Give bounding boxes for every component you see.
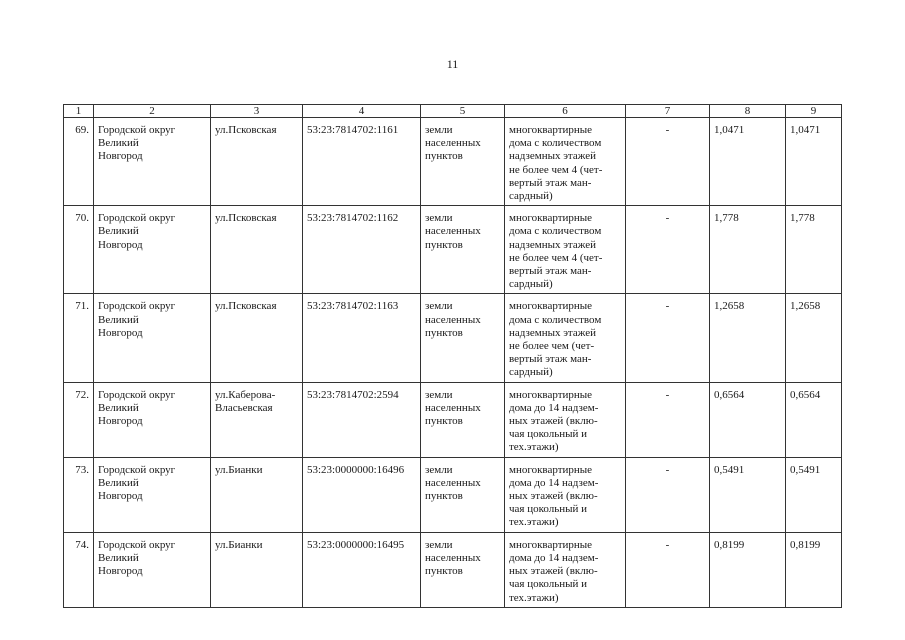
territory-cell-line: Новгород <box>98 238 143 251</box>
permitted-use-cell-line: многоквартирные <box>509 212 593 225</box>
land-category-cell-line: земли <box>425 212 453 225</box>
header-cell-7: 7 <box>626 105 710 118</box>
permitted-use-cell-line: сардный) <box>509 190 553 203</box>
header-row <box>64 105 842 118</box>
land-category-cell <box>421 206 505 294</box>
territory-cell <box>94 294 211 382</box>
column-7-cell: - <box>626 118 710 206</box>
territory-cell-line: Великий <box>98 313 139 326</box>
cadastral-number-cell: 53:23:0000000:16496 <box>303 457 421 532</box>
table-row <box>64 532 842 607</box>
table-body <box>64 118 842 608</box>
row-number-cell: 73. <box>64 457 94 532</box>
header-cell-5: 5 <box>421 105 505 118</box>
permitted-use-cell-line: многоквартирные <box>509 300 593 313</box>
table-row <box>64 206 842 294</box>
cadastral-number-cell: 53:23:0000000:16495 <box>303 532 421 607</box>
area-cell: 0,8199 <box>710 532 786 607</box>
permitted-use-cell-line: надземных этажей <box>509 238 596 251</box>
area-total-cell: 0,8199 <box>786 532 842 607</box>
permitted-use-cell-line: тех.этажи) <box>509 591 559 604</box>
street-cell <box>211 118 303 206</box>
permitted-use-cell-line: многоквартирные <box>509 463 593 476</box>
land-category-cell-line: пунктов <box>425 415 463 428</box>
header-cell-3: 3 <box>211 105 303 118</box>
permitted-use-cell <box>505 118 626 206</box>
permitted-use-cell-line: ных этажей (вклю- <box>509 565 598 578</box>
permitted-use-cell-line: тех.этажи) <box>509 516 559 529</box>
permitted-use-cell-line: вертый этаж ман- <box>509 176 592 189</box>
territory-cell-line: Новгород <box>98 415 143 428</box>
cadastral-number-cell: 53:23:7814702:2594 <box>303 382 421 457</box>
street-cell <box>211 206 303 294</box>
permitted-use-cell-line: многоквартирные <box>509 388 593 401</box>
permitted-use-cell <box>505 206 626 294</box>
territory-cell-line: Городской округ <box>98 212 176 225</box>
territory-cell <box>94 382 211 457</box>
permitted-use-cell-line: сардный) <box>509 366 553 379</box>
land-category-cell <box>421 382 505 457</box>
land-category-cell-line: населенных <box>425 225 481 238</box>
territory-cell-line: Новгород <box>98 326 143 339</box>
street-cell <box>211 382 303 457</box>
permitted-use-cell <box>505 457 626 532</box>
permitted-use-cell-line: чая цокольный и <box>509 503 588 516</box>
land-category-cell <box>421 457 505 532</box>
land-category-cell-line: населенных <box>425 137 481 150</box>
row-number-cell: 74. <box>64 532 94 607</box>
area-total-cell: 1,2658 <box>786 294 842 382</box>
street-cell-line: ул.Бианки <box>215 538 263 551</box>
street-cell <box>211 457 303 532</box>
territory-cell-line: Городской округ <box>98 388 176 401</box>
permitted-use-cell-line: вертый этаж ман- <box>509 353 592 366</box>
row-number-cell: 71. <box>64 294 94 382</box>
territory-cell-line: Великий <box>98 401 139 414</box>
territory-cell <box>94 457 211 532</box>
territory-cell <box>94 532 211 607</box>
territory-cell-line: Новгород <box>98 490 143 503</box>
land-category-cell-line: земли <box>425 388 453 401</box>
land-category-cell-line: населенных <box>425 401 481 414</box>
land-category-cell-line: населенных <box>425 313 481 326</box>
column-7-cell: - <box>626 294 710 382</box>
territory-cell-line: Городской округ <box>98 463 176 476</box>
permitted-use-cell-line: многоквартирные <box>509 124 593 136</box>
permitted-use-cell-line: тех.этажи) <box>509 441 559 454</box>
land-category-cell-line: пунктов <box>425 238 463 251</box>
permitted-use-cell-line: надземных этажей <box>509 150 596 163</box>
land-category-cell-line: земли <box>425 300 453 313</box>
territory-cell <box>94 206 211 294</box>
header-cell-6: 6 <box>505 105 626 118</box>
land-category-cell-line: земли <box>425 124 453 136</box>
area-total-cell: 1,0471 <box>786 118 842 206</box>
permitted-use-cell-line: дома до 14 надзем- <box>509 551 599 564</box>
area-cell: 1,2658 <box>710 294 786 382</box>
street-cell-line: ул.Псковская <box>215 124 277 136</box>
permitted-use-cell-line: не более чем (чет- <box>509 340 595 353</box>
permitted-use-cell-line: ных этажей (вклю- <box>509 415 598 428</box>
cadastral-number-cell: 53:23:7814702:1161 <box>303 118 421 206</box>
land-category-cell <box>421 294 505 382</box>
permitted-use-cell-line: дома до 14 надзем- <box>509 476 599 489</box>
territory-cell-line: Городской округ <box>98 124 176 136</box>
header-cell-2: 2 <box>94 105 211 118</box>
street-cell <box>211 294 303 382</box>
territory-cell-line: Городской округ <box>98 538 176 551</box>
land-category-cell <box>421 532 505 607</box>
land-category-cell-line: населенных <box>425 476 481 489</box>
street-cell <box>211 532 303 607</box>
table-row <box>64 118 842 206</box>
table-row <box>64 382 842 457</box>
permitted-use-cell <box>505 382 626 457</box>
cadastral-number-cell: 53:23:7814702:1162 <box>303 206 421 294</box>
street-cell-line: ул.Бианки <box>215 463 263 476</box>
table-row <box>64 457 842 532</box>
permitted-use-cell-line: вертый этаж ман- <box>509 265 592 278</box>
cadastral-number-cell: 53:23:7814702:1163 <box>303 294 421 382</box>
area-total-cell: 1,778 <box>786 206 842 294</box>
column-7-cell: - <box>626 382 710 457</box>
territory-cell-line: Великий <box>98 137 139 150</box>
column-7-cell: - <box>626 457 710 532</box>
street-cell-line: ул.Псковская <box>215 300 277 313</box>
permitted-use-cell-line: ных этажей (вклю- <box>509 490 598 503</box>
permitted-use-cell <box>505 294 626 382</box>
permitted-use-cell-line: дома с количеством <box>509 225 602 238</box>
territory-cell-line: Великий <box>98 225 139 238</box>
area-total-cell: 0,5491 <box>786 457 842 532</box>
territory-cell-line: Великий <box>98 551 139 564</box>
permitted-use-cell-line: не более чем 4 (чет- <box>509 251 603 264</box>
land-plots-table <box>63 104 842 608</box>
area-cell: 0,5491 <box>710 457 786 532</box>
header-cell-1: 1 <box>64 105 94 118</box>
land-category-cell-line: населенных <box>425 551 481 564</box>
permitted-use-cell-line: дома до 14 надзем- <box>509 401 599 414</box>
land-category-cell-line: пунктов <box>425 490 463 503</box>
table-row <box>64 294 842 382</box>
street-cell-line: Власьевская <box>215 401 273 414</box>
column-7-cell: - <box>626 532 710 607</box>
territory-cell <box>94 118 211 206</box>
permitted-use-cell <box>505 532 626 607</box>
territory-cell-line: Новгород <box>98 565 143 578</box>
area-cell: 1,778 <box>710 206 786 294</box>
land-category-cell-line: пунктов <box>425 326 463 339</box>
street-cell-line: ул.Каберова- <box>215 388 276 401</box>
area-cell: 0,6564 <box>710 382 786 457</box>
permitted-use-cell-line: дома с количеством <box>509 313 602 326</box>
territory-cell-line: Великий <box>98 476 139 489</box>
street-cell-line: ул.Псковская <box>215 212 277 225</box>
land-category-cell-line: земли <box>425 538 453 551</box>
land-category-cell-line: пунктов <box>425 150 463 163</box>
permitted-use-cell-line: не более чем 4 (чет- <box>509 163 603 176</box>
territory-cell-line: Городской округ <box>98 300 176 313</box>
area-cell: 1,0471 <box>710 118 786 206</box>
land-category-cell-line: пунктов <box>425 565 463 578</box>
permitted-use-cell-line: надземных этажей <box>509 326 596 339</box>
header-cell-8: 8 <box>710 105 786 118</box>
land-category-cell-line: земли <box>425 463 453 476</box>
row-number-cell: 72. <box>64 382 94 457</box>
permitted-use-cell-line: чая цокольный и <box>509 428 588 441</box>
area-total-cell: 0,6564 <box>786 382 842 457</box>
page-number: 11 <box>446 57 459 71</box>
permitted-use-cell-line: многоквартирные <box>509 538 593 551</box>
row-number-cell: 70. <box>64 206 94 294</box>
permitted-use-cell-line: чая цокольный и <box>509 578 588 591</box>
territory-cell-line: Новгород <box>98 150 143 163</box>
column-7-cell: - <box>626 206 710 294</box>
land-category-cell <box>421 118 505 206</box>
header-cell-4: 4 <box>303 105 421 118</box>
row-number-cell: 69. <box>64 118 94 206</box>
header-cell-9: 9 <box>786 105 842 118</box>
permitted-use-cell-line: дома с количеством <box>509 137 602 150</box>
permitted-use-cell-line: сардный) <box>509 278 553 291</box>
